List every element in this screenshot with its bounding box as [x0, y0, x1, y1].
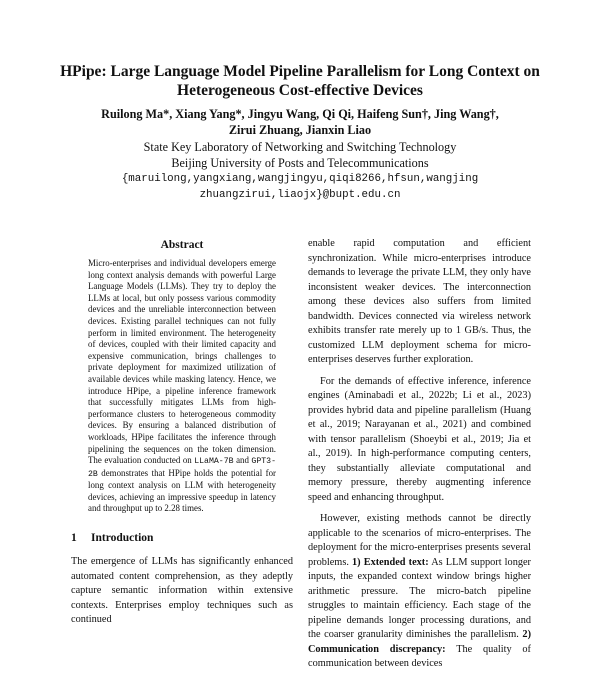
introduction-left-text: The emergence of LLMs has significantly enhanced automated content comprehension, as they adeptly capture semantic information within extensive contexts. Enterprises employ techniques such as continued [71, 556, 293, 625]
affiliation-line-1: State Key Laboratory of Networking and Switching Technology [143, 140, 457, 154]
model-name-llama: LLaMA-7B [194, 457, 234, 467]
abstract-heading: Abstract [160, 239, 204, 251]
intro-paragraph-1: enable rapid computation and efficient synchronization. While micro-enterprises introduce demands to leverage the private LLM, they only have inconsistent weaker devices. The interconnection among these devices also suffers from limited bandwidth. Devices connected via wireless network exhibits transfer rate merely up to 1 GB/s. Thus, the customized LLM deployment schema for micro-enterprises deserves further exploration. [308, 238, 531, 365]
introduction-heading [71, 532, 153, 544]
model-name-gpt3: GPT3-2B [88, 457, 276, 479]
intro-paragraph-2: For the demands of effective inference, inference engines (Aminabadi et al., 2022b; Li et al., 2023) provides hybrid data and pipeline parallelism (Huang et al., 2019; Narayanan et al., 2021) and combined with tensor parallelism (Shoeybi et al., 2019; Jia et al., 2019). In high-performance computing centers, they substantially alleviate computational and memory pressure, thereby augmenting inference speed and enhancing throughput. [308, 375, 531, 503]
abstract-body [88, 258, 276, 515]
paper-title: HPipe: Large Language Model Pipeline Parallelism for Long Context on Heterogeneous Cost-effective Devices [60, 63, 540, 99]
para3-text-a: However, existing methods cannot be directly applicable to the scenarios of micro-enterprises. The deployment for the micro-enterprises presents several problems. [308, 513, 531, 568]
email-line-2: zhuangzirui,liaojx}@bupt.edu.cn [199, 189, 401, 201]
section-title: Introduction [91, 532, 154, 544]
right-column [308, 237, 531, 679]
problem-2-label: 2) Communication discrepancy: [308, 629, 531, 655]
author-emails [40, 171, 560, 203]
email-line-1: {maruilong,yangxiang,wangjingyu,qiqi8266,hfsun,wangjing [121, 173, 479, 185]
authors-line-2: Zirui Zhuang, Jianxin Liao [228, 123, 372, 137]
problem-1-label: 1) Extended text: [352, 556, 429, 568]
para3-text-d: The quality of communication between devices [308, 643, 531, 669]
section-number: 1 [71, 532, 77, 544]
para3-text-c: As LLM support longer inputs, the expanded context window brings higher arithmetic pressure. The micro-batch pipeline struggles to maintain efficiency. Each stage of the pipeline demands longer processing durations, and the coarser granularity diminishes the parallelism. [308, 556, 531, 640]
affiliation [40, 139, 560, 171]
abstract-and: and [233, 455, 252, 466]
authors-line-1: Ruilong Ma*, Xiang Yang*, Jingyu Wang, Qi Qi, Haifeng Sun†, Jing Wang†, [101, 107, 499, 121]
affiliation-line-2: Beijing University of Posts and Telecommunications [171, 156, 429, 170]
abstract-text-2: demonstrates that HPipe holds the potential for long context analysis on LLM with heterogeneity devices, achieving an impressive speedup in latency and throughput up to 2.28 times. [88, 467, 276, 514]
author-list [40, 106, 560, 138]
intro-paragraph-3 [308, 512, 531, 672]
abstract-text-1: Micro-enterprises and individual developers emerge long context analysis demands with powerful Large Language Models (LLMs). They try to deploy the LLMs at local, but only possess various commodity devices and the unreliable interconnection between devices. Existing parallel techniques can not fully perform in limited environment. The heterogeneity of devices, coupled with their limited capacity and expensive communication, brings challenges to private deployment for maximized utilization of available devices while masking latency. Hence, we introduce HPipe, a pipeline inference framework that successfully mitigates LLMs from high-performance clusters to heterogeneous commodity devices. By ensuring a balanced distribution of workloads, HPipe facilitates the inference through pipelining the sequences on the token dimension. The evaluation conducted on [88, 258, 276, 466]
